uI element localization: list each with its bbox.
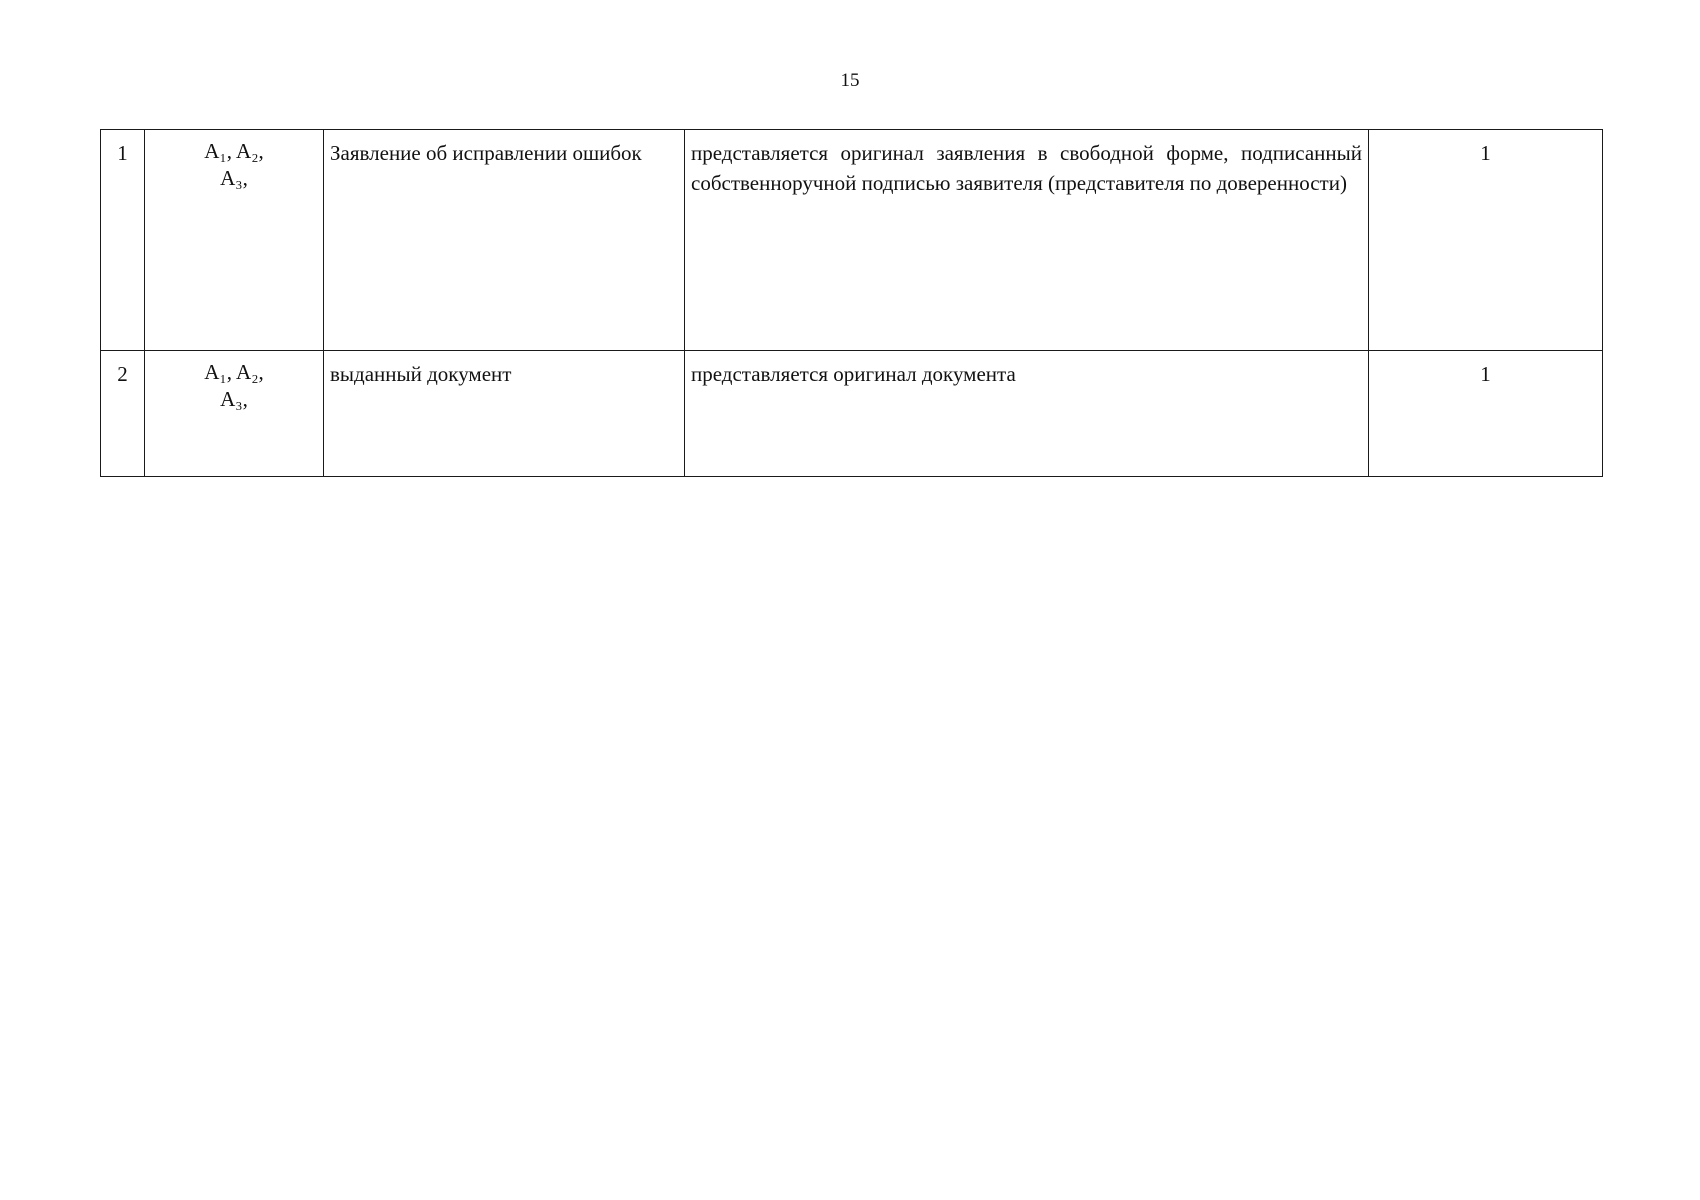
requirement-cell: представляется оригинал заявления в свободной форме, подписанный собственноручной подписью заявителя (представителя по доверенности) xyxy=(685,130,1369,351)
quantity-cell: 1 xyxy=(1369,351,1603,477)
applicant-categories-cell xyxy=(145,351,324,477)
document-name-cell: выданный документ xyxy=(324,351,685,477)
row-number-cell: 2 xyxy=(101,351,145,477)
row-number-cell: 1 xyxy=(101,130,145,351)
categories-line: A₁, A₂, xyxy=(204,139,264,163)
applicant-categories-cell xyxy=(145,130,324,351)
table-row xyxy=(101,130,1603,351)
categories-line: A₃, xyxy=(220,387,248,411)
page-number: 15 xyxy=(840,70,860,91)
documents-table xyxy=(100,129,1603,477)
table-row xyxy=(101,351,1603,477)
categories-line: A₃, xyxy=(220,166,248,190)
categories-line: A₁, A₂, xyxy=(204,360,264,384)
quantity-cell: 1 xyxy=(1369,130,1603,351)
requirement-cell: представляется оригинал документа xyxy=(685,351,1369,477)
document-name-cell: Заявление об исправлении ошибок xyxy=(324,130,685,351)
